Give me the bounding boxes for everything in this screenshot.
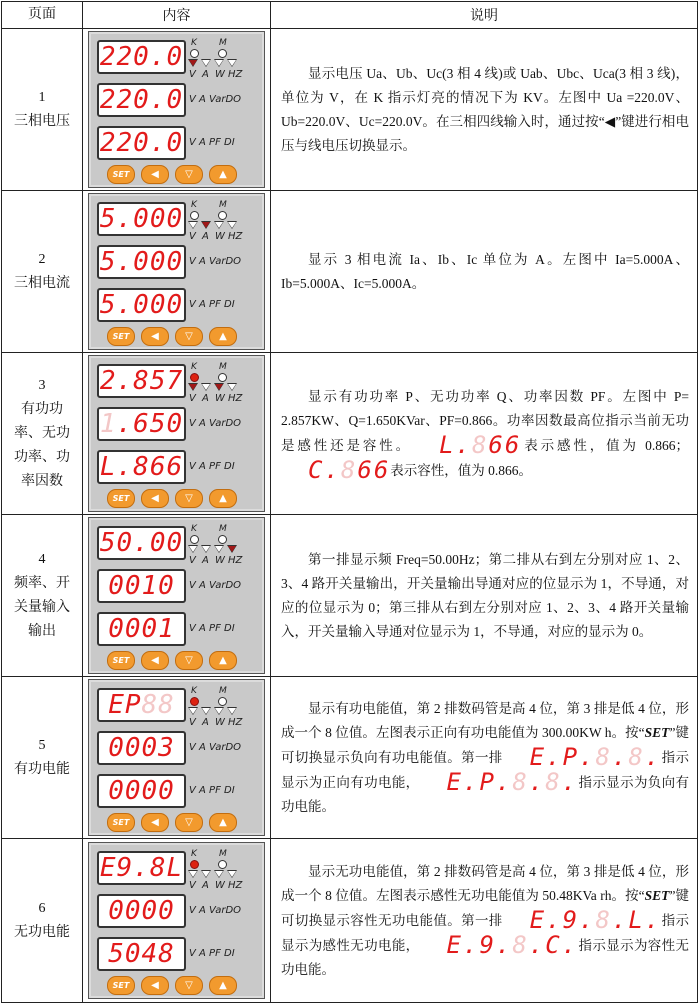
k-label: K	[191, 200, 197, 210]
segment-display-row-1: E9.8L	[97, 851, 186, 885]
left-arrow-button[interactable]: ◀	[141, 165, 169, 184]
row2-units: V A VarDO	[189, 418, 242, 429]
description-cell	[271, 839, 698, 1003]
v-unit-label: V	[189, 393, 196, 404]
table-header-row	[2, 2, 698, 29]
m-label: M	[219, 200, 227, 210]
k-label: K	[191, 686, 197, 696]
hz-indicator-lamp	[228, 871, 236, 877]
k-label: K	[191, 524, 197, 534]
content-cell	[83, 191, 271, 353]
description-text: 指示显示为容性无功电能。	[281, 937, 690, 977]
m-indicator-lamp	[218, 697, 227, 706]
row2-units: V A VarDO	[189, 905, 242, 916]
segment-example-2: E.P.8.8.	[446, 767, 579, 796]
set-button[interactable]: SET	[107, 327, 135, 346]
description-text: 显示 3 相电流 Ia、Ib、Ic 单位为 A。左图中 Ia=5.000A、Ib=5.000A、Ic=5.000A。	[281, 251, 689, 291]
m-indicator-lamp	[218, 211, 227, 220]
description-cell	[271, 29, 698, 191]
row2-units: V A VarDO	[189, 742, 242, 753]
left-arrow-button[interactable]: ◀	[141, 489, 169, 508]
up-arrow-button[interactable]: ▲	[209, 327, 237, 346]
meter-buttons	[107, 165, 257, 183]
page-number: 3	[38, 377, 46, 393]
w-unit-label: W	[215, 69, 225, 80]
row2-units: V A VarDO	[189, 94, 242, 105]
description-text: 显示电压 Ua、Ub、Uc(3 相 4 线)或 Uab、Ubc、Uca(3 相 3 线)，单位为 V，在 K 指示灯亮的情况下为 KV。左图中 Ua =220.0V、Ub=220.0V、Uc=220.0V。在三相四线输入时，通过按“◀”键进行相电压与线电压切换显示。	[281, 65, 689, 153]
table-row	[2, 839, 698, 1003]
description-text: 第一排显示频 Freq=50.00Hz；第二排从右到左分别对应 1、2、3、4 路开关量输出，开关量输出导通对应的位显示为 1，不导通，对应的位显示为 0；第三排从右到左分别对应 1、2、3、4 路开关量输入，开关量输入导通对位显示为 1，不导通，对应的显示为 0。	[281, 551, 689, 639]
down-arrow-button[interactable]: ▽	[175, 327, 203, 346]
set-key-name: SET	[644, 887, 670, 903]
description-paragraph	[281, 248, 689, 296]
segment-display-row-3: 5.000	[97, 288, 186, 322]
hz-indicator-lamp	[228, 60, 236, 66]
m-indicator-lamp	[218, 535, 227, 544]
a-indicator-lamp	[202, 708, 210, 714]
a-indicator-lamp	[202, 60, 210, 66]
set-button[interactable]: SET	[107, 165, 135, 184]
page-title: 频率、开关量输入输出	[14, 575, 70, 639]
down-arrow-button[interactable]: ▽	[175, 651, 203, 670]
hz-indicator-lamp	[228, 384, 236, 390]
m-indicator-lamp	[218, 49, 227, 58]
page-number: 5	[38, 737, 46, 753]
page-cell	[2, 29, 83, 191]
down-arrow-button[interactable]: ▽	[175, 489, 203, 508]
meter-buttons	[107, 813, 257, 831]
hz-unit-label: HZ	[228, 717, 243, 728]
row3-units: V A PF DI	[189, 461, 235, 472]
row2-units: V A VarDO	[189, 256, 242, 267]
page-number: 1	[38, 89, 46, 105]
meter-panel	[88, 842, 265, 999]
indicator-lamps	[189, 38, 264, 82]
segment-display-row-2: 0003	[97, 731, 186, 765]
set-button[interactable]: SET	[107, 813, 135, 832]
segment-display-row-3: 0001	[97, 612, 186, 646]
a-unit-label: A	[202, 880, 209, 891]
page-cell	[2, 839, 83, 1003]
down-arrow-button[interactable]: ▽	[175, 165, 203, 184]
down-arrow-button[interactable]: ▽	[175, 813, 203, 832]
meter-buttons	[107, 651, 257, 669]
w-unit-label: W	[215, 231, 225, 242]
k-indicator-lamp	[190, 860, 199, 869]
w-indicator-lamp	[215, 60, 223, 66]
v-unit-label: V	[189, 717, 196, 728]
w-indicator-lamp	[215, 384, 223, 390]
a-unit-label: A	[202, 555, 209, 566]
indicator-lamps	[189, 686, 264, 730]
up-arrow-button[interactable]: ▲	[209, 489, 237, 508]
indicator-lamps	[189, 200, 264, 244]
page-cell	[2, 677, 83, 839]
m-label: M	[219, 38, 227, 48]
k-indicator-lamp	[190, 535, 199, 544]
left-arrow-button[interactable]: ◀	[141, 976, 169, 995]
page-title: 三相电流	[14, 275, 70, 291]
a-unit-label: A	[202, 393, 209, 404]
segment-display-row-3: 220.0	[97, 126, 186, 160]
row3-units: V A PF DI	[189, 948, 235, 959]
description-text: 表示感性，值为 0.866；	[521, 437, 690, 453]
content-cell	[83, 677, 271, 839]
page-number: 2	[38, 251, 46, 267]
v-indicator-lamp	[189, 384, 197, 390]
header-content: 内容	[83, 2, 271, 29]
table-row	[2, 353, 698, 515]
k-label: K	[191, 38, 197, 48]
meter-panel	[88, 679, 265, 836]
page-title: 有功功率、无功功率、功率因数	[14, 401, 70, 489]
content-cell	[83, 515, 271, 677]
set-button[interactable]: SET	[107, 489, 135, 508]
segment-display-row-3: 5048	[97, 937, 186, 971]
description-text: ”键可切换显示容性无功电能值。第一排	[281, 887, 690, 928]
hz-unit-label: HZ	[228, 231, 243, 242]
hz-unit-label: HZ	[228, 880, 243, 891]
page-number: 4	[38, 551, 46, 567]
description-paragraph	[281, 385, 689, 483]
hz-unit-label: HZ	[228, 69, 243, 80]
segment-display-row-2: 5.000	[97, 245, 186, 279]
content-cell	[83, 353, 271, 515]
description-text: 显示有功功率 P、无功功率 Q、功率因数 PF。左图中 P= 2.857KW、Q=1.650KVar、PF=0.866。功率因数最高位指示当前无功是感性还是容性。	[281, 388, 689, 453]
manual-table	[1, 1, 698, 1003]
description-cell	[271, 677, 698, 839]
table-row	[2, 29, 698, 191]
k-label: K	[191, 849, 197, 859]
hz-indicator-lamp	[228, 708, 236, 714]
description-text: 指示显示为感性无功电能，	[281, 912, 690, 953]
table-row	[2, 191, 698, 353]
page-cell	[2, 191, 83, 353]
meter-buttons	[107, 976, 257, 994]
w-indicator-lamp	[215, 546, 223, 552]
description-text: 表示容性，值为 0.866。	[390, 462, 533, 478]
table-row	[2, 677, 698, 839]
hz-unit-label: HZ	[228, 555, 243, 566]
meter-panel	[88, 193, 265, 350]
v-indicator-lamp	[189, 708, 197, 714]
page-cell	[2, 515, 83, 677]
description-text: 指示显示为正向有功电能，	[281, 749, 690, 790]
v-unit-label: V	[189, 69, 196, 80]
k-indicator-lamp	[190, 373, 199, 382]
capacitive-segment-example: C.866	[308, 455, 391, 484]
up-arrow-button[interactable]: ▲	[209, 813, 237, 832]
segment-display-row-1: EP88	[97, 688, 186, 722]
description-cell	[271, 353, 698, 515]
w-indicator-lamp	[215, 871, 223, 877]
left-arrow-button[interactable]: ◀	[141, 327, 169, 346]
a-unit-label: A	[202, 717, 209, 728]
indicator-lamps	[189, 849, 264, 893]
description-cell	[271, 515, 698, 677]
segment-display-row-1: 2.857	[97, 364, 186, 398]
row3-units: V A PF DI	[189, 299, 235, 310]
page-title: 三相电压	[14, 113, 70, 129]
description-paragraph	[281, 697, 689, 819]
meter-panel	[88, 31, 265, 188]
description-paragraph	[281, 62, 689, 158]
set-button[interactable]: SET	[107, 976, 135, 995]
up-arrow-button[interactable]: ▲	[209, 976, 237, 995]
segment-display-row-1: 220.0	[97, 40, 186, 74]
up-arrow-button[interactable]: ▲	[209, 651, 237, 670]
table-row	[2, 515, 698, 677]
left-arrow-button[interactable]: ◀	[141, 813, 169, 832]
indicator-lamps	[189, 524, 264, 568]
a-indicator-lamp	[202, 222, 210, 228]
m-indicator-lamp	[218, 373, 227, 382]
set-button[interactable]: SET	[107, 651, 135, 670]
m-label: M	[219, 524, 227, 534]
m-label: M	[219, 849, 227, 859]
segment-display-row-3: 0000	[97, 774, 186, 808]
m-label: M	[219, 362, 227, 372]
v-indicator-lamp	[189, 222, 197, 228]
k-label: K	[191, 362, 197, 372]
description-text: 指示显示为负向有功电能。	[281, 774, 690, 814]
a-unit-label: A	[202, 231, 209, 242]
segment-display-row-2: 0010	[97, 569, 186, 603]
v-unit-label: V	[189, 231, 196, 242]
segment-display-row-1: 5.000	[97, 202, 186, 236]
segment-example-2: E.9.8.C.	[446, 930, 579, 959]
hz-indicator-lamp	[228, 546, 236, 552]
up-arrow-button[interactable]: ▲	[209, 165, 237, 184]
page-number: 6	[38, 900, 46, 916]
v-unit-label: V	[189, 555, 196, 566]
a-indicator-lamp	[202, 546, 210, 552]
description-text: 显示有功电能值，第 2 排数码管是高 4 位，第 3 排是低 4 位，形成一个 8 位值。左图表示正向有功电能值为 300.00KW h。按“	[281, 700, 689, 740]
m-label: M	[219, 686, 227, 696]
row2-units: V A VarDO	[189, 580, 242, 591]
v-indicator-lamp	[189, 871, 197, 877]
content-cell	[83, 839, 271, 1003]
page-title: 有功电能	[14, 761, 70, 777]
set-key-name: SET	[644, 724, 670, 740]
description-paragraph	[281, 860, 689, 982]
description-text: ”键可切换显示负向有功电能值。第一排	[281, 724, 689, 765]
segment-display-row-2: 220.0	[97, 83, 186, 117]
w-indicator-lamp	[215, 708, 223, 714]
row3-units: V A PF DI	[189, 785, 235, 796]
description-cell	[271, 191, 698, 353]
segment-example-1: E.P.8.8.	[529, 742, 662, 771]
header-page: 页面	[2, 2, 83, 29]
inductive-segment-example: L.866	[439, 430, 522, 459]
segment-display-row-2: 1.650	[97, 407, 186, 441]
a-indicator-lamp	[202, 871, 210, 877]
a-indicator-lamp	[202, 384, 210, 390]
hz-unit-label: HZ	[228, 393, 243, 404]
k-indicator-lamp	[190, 211, 199, 220]
hz-indicator-lamp	[228, 222, 236, 228]
segment-display-row-2: 0000	[97, 894, 186, 928]
k-indicator-lamp	[190, 697, 199, 706]
down-arrow-button[interactable]: ▽	[175, 976, 203, 995]
left-arrow-button[interactable]: ◀	[141, 651, 169, 670]
indicator-lamps	[189, 362, 264, 406]
segment-display-row-1: 50.00	[97, 526, 186, 560]
page-title: 无功电能	[14, 924, 70, 940]
content-cell	[83, 29, 271, 191]
w-unit-label: W	[215, 393, 225, 404]
m-indicator-lamp	[218, 860, 227, 869]
w-indicator-lamp	[215, 222, 223, 228]
row3-units: V A PF DI	[189, 623, 235, 634]
meter-panel	[88, 517, 265, 674]
page-cell	[2, 353, 83, 515]
v-unit-label: V	[189, 880, 196, 891]
segment-display-row-3: L.866	[97, 450, 186, 484]
w-unit-label: W	[215, 555, 225, 566]
meter-buttons	[107, 327, 257, 345]
w-unit-label: W	[215, 717, 225, 728]
v-indicator-lamp	[189, 60, 197, 66]
meter-buttons	[107, 489, 257, 507]
header-description: 说明	[271, 2, 698, 29]
a-unit-label: A	[202, 69, 209, 80]
v-indicator-lamp	[189, 546, 197, 552]
description-text: 显示无功电能值，第 2 排数码管是高 4 位，第 3 排是低 4 位，形成一个 8 位值。左图表示感性无功电能值为 50.48KVa rh。按“	[281, 863, 689, 903]
w-unit-label: W	[215, 880, 225, 891]
meter-panel	[88, 355, 265, 512]
k-indicator-lamp	[190, 49, 199, 58]
segment-example-1: E.9.8.L.	[529, 905, 662, 934]
row3-units: V A PF DI	[189, 137, 235, 148]
description-paragraph	[281, 548, 689, 644]
